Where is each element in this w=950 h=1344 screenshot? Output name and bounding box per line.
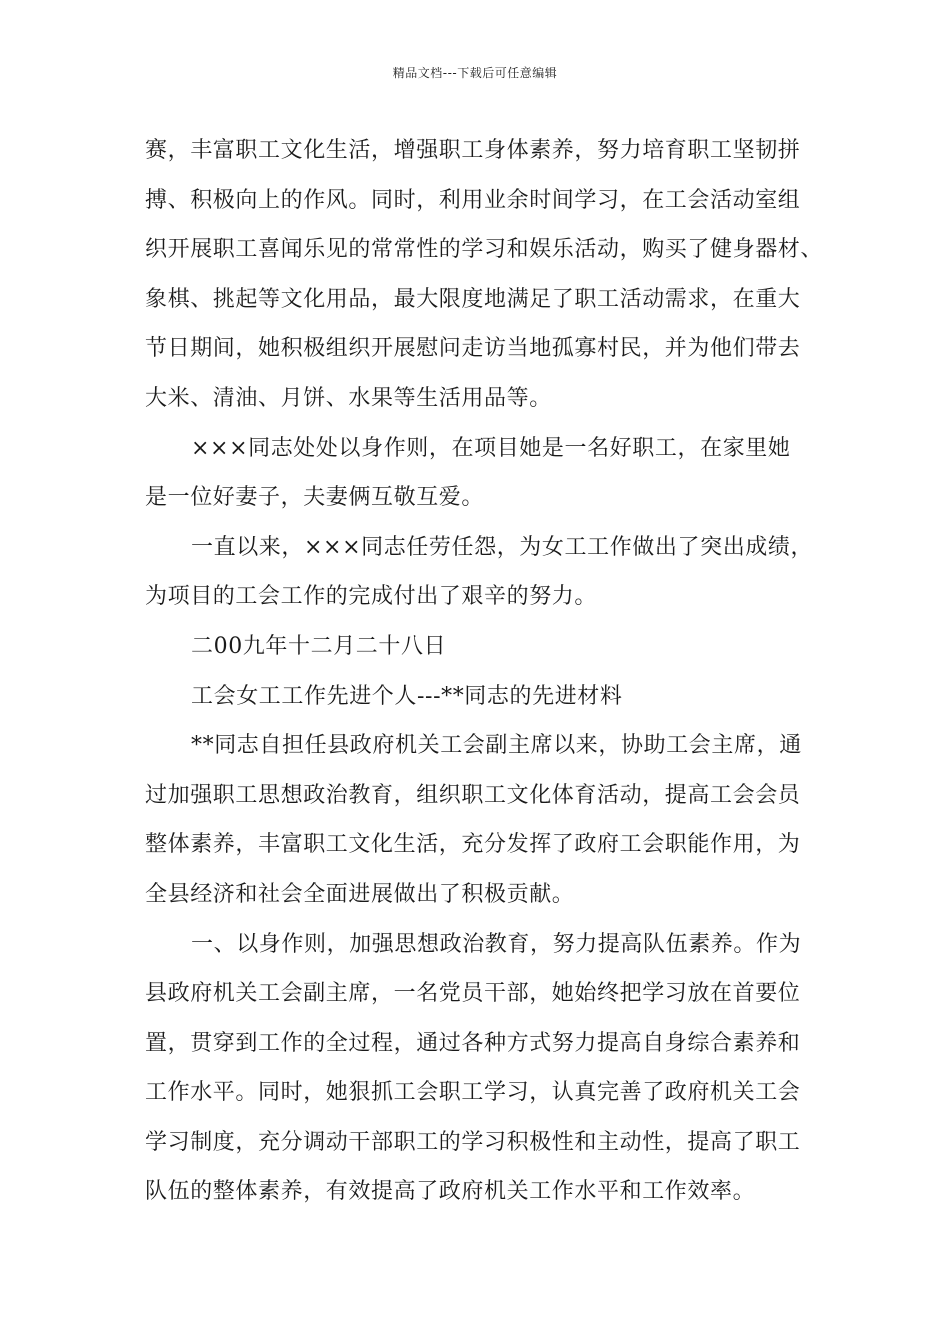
text-line: 全县经济和社会全面进展做出了积极贡献。: [145, 881, 575, 907]
paragraph-first-line: 一直以来，×××同志任劳任怨，为女工工作做出了突出成绩，: [191, 534, 814, 560]
date-line: 二00九年十二月二十八日: [191, 633, 447, 659]
text-line: 过加强职工思想政治教育，组织职工文化体育活动，提高工会会员: [145, 782, 801, 808]
text-line: 节日期间，她积极组织开展慰问走访当地孤寡村民，并为他们带去: [145, 336, 801, 362]
text-line: 整体素养，丰富职工文化生活，充分发挥了政府工会职能作用，为: [145, 832, 801, 858]
text-line: 象棋、挑起等文化用品，最大限度地满足了职工活动需求，在重大: [145, 286, 801, 312]
page-header: 精品文档---下载后可任意编辑: [392, 66, 558, 80]
text-line: 赛，丰富职工文化生活，增强职工身体素养，努力培育职工坚韧拼: [145, 138, 801, 163]
text-line: 是一位好妻子，夫妻俩互敬互爱。: [145, 485, 485, 511]
text-line: 工作水平。同时，她狠抓工会职工学习，认真完善了政府机关工会: [145, 1080, 801, 1106]
text-line: 为项目的工会工作的完成付出了艰辛的努力。: [145, 584, 598, 610]
text-line: 织开展职工喜闻乐见的常常性的学习和娱乐活动，购买了健身器材、: [145, 237, 824, 263]
text-line: 大米、清油、月饼、水果等生活用品等。: [145, 385, 552, 411]
paragraph-first-line: **同志自担任县政府机关工会副主席以来，协助工会主席，通: [191, 733, 802, 759]
text-line: 队伍的整体素养，有效提高了政府机关工作水平和工作效率。: [145, 1179, 756, 1205]
document-body: [145, 126, 825, 1217]
text-line: 搏、积极向上的作风。同时，利用业余时间学习，在工会活动室组: [145, 187, 801, 213]
paragraph-first-line: ×××同志处处以身作则，在项目她是一名好职工，在家里她: [191, 435, 791, 461]
paragraph-first-line: 一、以身作则，加强思想政治教育，努力提高队伍素养。作为: [191, 931, 802, 957]
text-line: 置，贯穿到工作的全过程，通过各种方式努力提高自身综合素养和: [145, 1030, 801, 1056]
text-line: 学习制度，充分调动干部职工的学习积极性和主动性，提高了职工: [145, 1129, 801, 1155]
section-title: 工会女工工作先进个人---**同志的先进材料: [191, 683, 623, 709]
text-line: 县政府机关工会副主席，一名党员干部，她始终把学习放在首要位: [145, 981, 801, 1007]
